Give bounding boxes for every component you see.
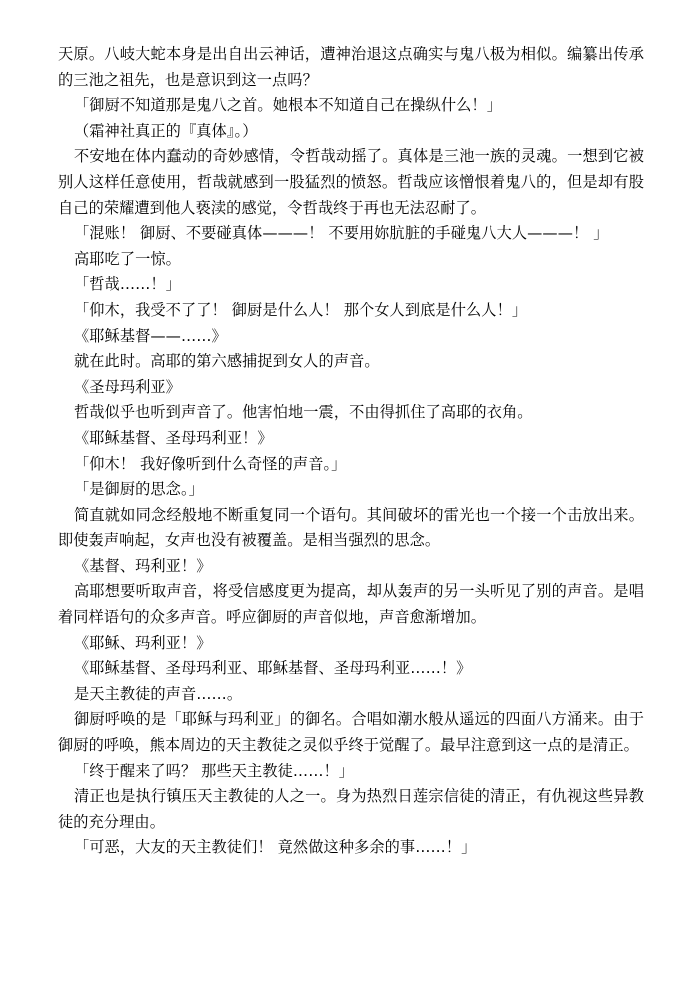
paragraph: 御厨呼唤的是「耶稣与玛利亚」的御名。合唱如潮水般从遥远的四面八方涌来。由于御厨的呼唤，熊本周边的天主教徒之灵似乎终于觉醒了。最早注意到这一点的是清正。 xyxy=(58,710,644,755)
paragraph: 「混账！ 御厨、不要碰真体———！ 不要用妳肮脏的手碰鬼八大人———！ 」 xyxy=(73,224,609,243)
document-body xyxy=(58,42,644,861)
paragraph: 简直就如同念经般地不断重复同一个语句。其间破坏的雷光也一个接一个击放出来。即使轰声响起，女声也没有被覆盖。是相当强烈的思念。 xyxy=(58,505,644,550)
paragraph: 哲哉似乎也听到声音了。他害怕地一震，不由得抓住了高耶的衣角。 xyxy=(73,403,533,422)
paragraph: 高耶想要听取声音，将受信感度更为提高，却从轰声的另一头听见了别的声音。是唱着同样语句的众多声音。呼应御厨的声音似地，声音愈渐增加。 xyxy=(58,582,644,627)
paragraph: 「仰木，我受不了了！ 御厨是什么人！ 那个女人到底是什么人！」 xyxy=(73,300,528,319)
paragraph: 天原。八岐大蛇本身是出自出云神话，遭神治退这点确实与鬼八极为相似。编纂出传承的三池之祖先，也是意识到这一点吗？ xyxy=(58,45,644,89)
paragraph: 《耶稣基督——……》 xyxy=(73,326,227,345)
paragraph: （霜神社真正的『真体』。） xyxy=(73,121,258,140)
paragraph: 《耶稣、玛利亚！》 xyxy=(73,633,212,652)
paragraph: 《耶稣基督、圣母玛利亚、耶稣基督、圣母玛利亚……！》 xyxy=(73,659,472,678)
paragraph: 《圣母玛利亚》 xyxy=(73,377,181,396)
paragraph: 「哲哉……！」 xyxy=(73,275,181,294)
paragraph: 「御厨不知道那是鬼八之首。她根本不知道自己在操纵什么！」 xyxy=(73,96,503,115)
paragraph: 不安地在体内蠢动的奇妙感情，令哲哉动摇了。真体是三池一族的灵魂。一想到它被别人这样任意使用，哲哉就感到一股猛烈的愤怒。哲哉应该憎恨着鬼八的，但是却有股自己的荣耀遭到他人亵渎的感觉，令哲哉终于再也无法忍耐了。 xyxy=(58,147,644,217)
paragraph: 「终于醒来了吗？ 那些天主教徒……！」 xyxy=(73,761,355,780)
paragraph: 高耶吃了一惊。 xyxy=(73,249,181,268)
paragraph: 「可恶，大友的天主教徒们！ 竟然做这种多余的事……！」 xyxy=(73,838,477,857)
paragraph: 「是御厨的思念。」 xyxy=(73,480,204,499)
paragraph: 《基督、玛利亚！》 xyxy=(73,556,212,575)
paragraph: 《耶稣基督、圣母玛利亚！》 xyxy=(73,428,273,447)
paragraph: 清正也是执行镇压天主教徒的人之一。身为热烈日莲宗信徒的清正，有仇视这些异教徒的充分理由。 xyxy=(58,787,644,831)
paragraph: 是天主教徒的声音……。 xyxy=(73,684,243,703)
paragraph: 「仰木！ 我好像听到什么奇怪的声音。」 xyxy=(73,454,347,473)
paragraph: 就在此时。高耶的第六感捕捉到女人的声音。 xyxy=(73,352,380,371)
